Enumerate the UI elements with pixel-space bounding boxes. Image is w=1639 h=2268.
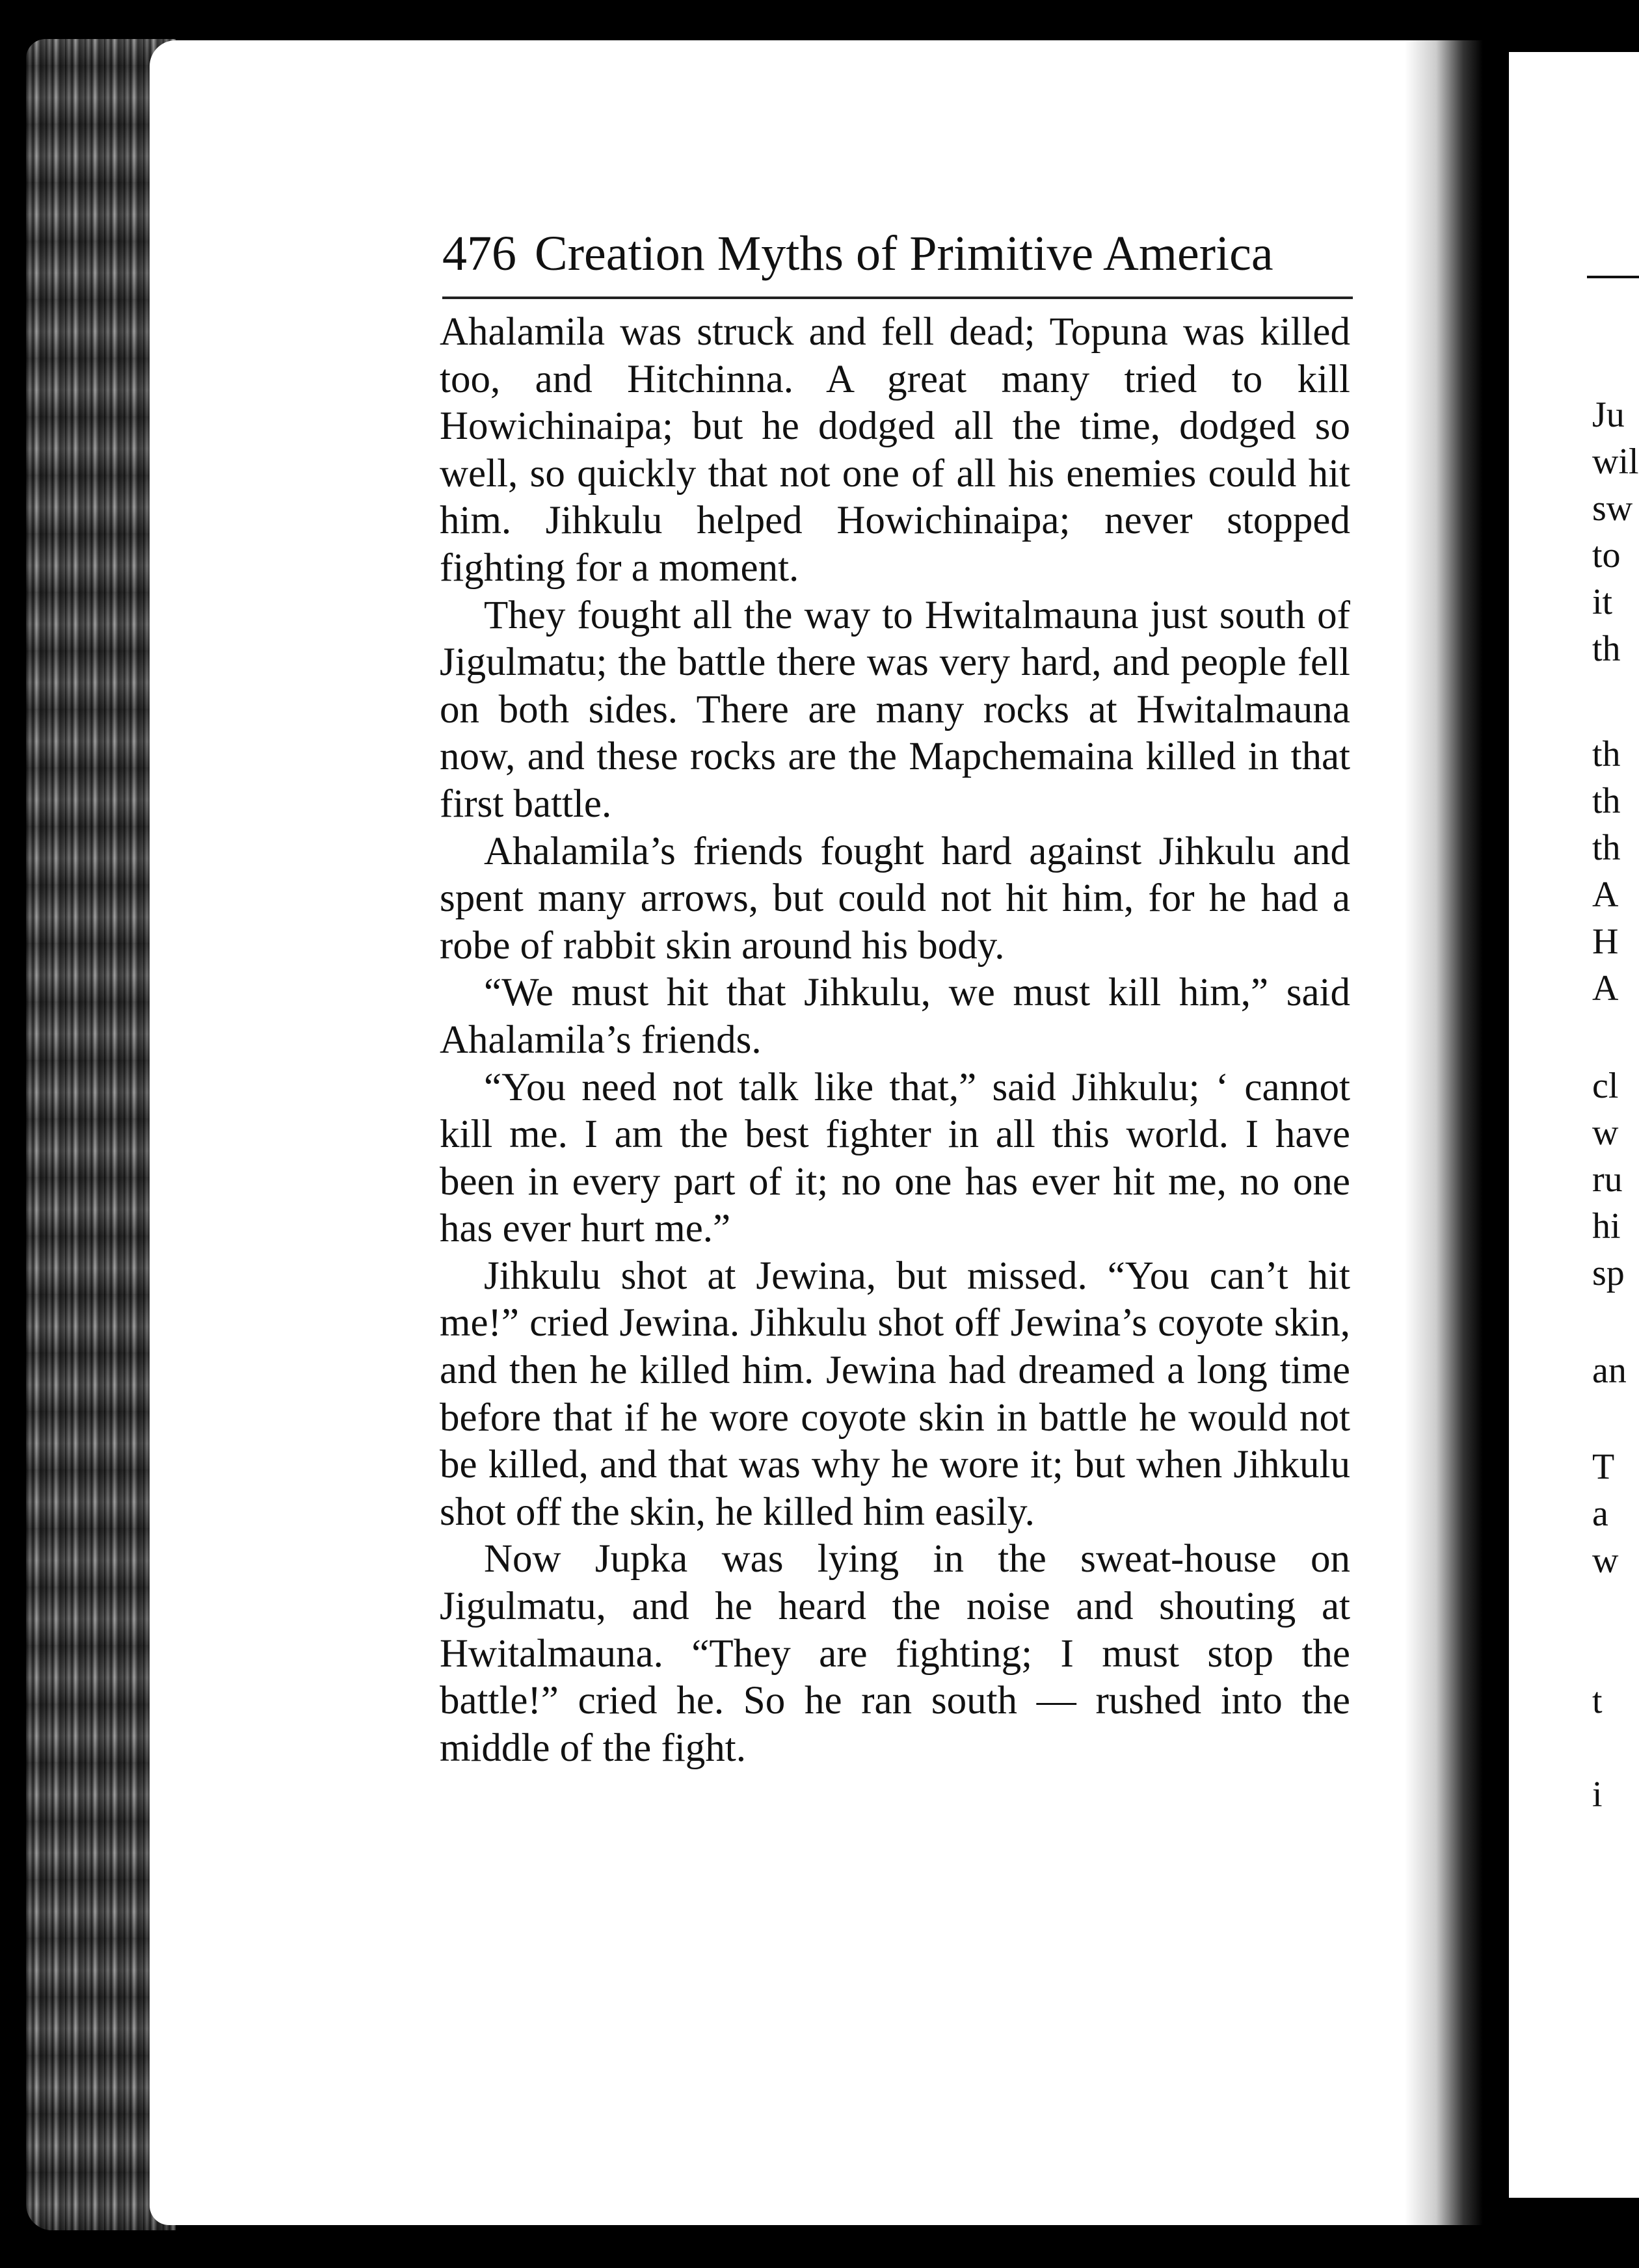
- facing-page-fragment: a: [1592, 1494, 1608, 1534]
- facing-page-fragment: sw: [1592, 488, 1633, 529]
- facing-page-fragment: w: [1592, 1540, 1619, 1581]
- facing-page-fragment: th: [1592, 629, 1621, 669]
- facing-page-fragment: t: [1592, 1681, 1603, 1721]
- facing-page-fragment: wil: [1592, 442, 1639, 482]
- running-title: Creation Myths of Primitive America: [535, 226, 1273, 281]
- paragraph: Ahalamila was struck and fell dead; Topuna was killed too, and Hitchinna. A great many tried to kill Howichinaipa; but he dodged all the time, dodged so well, so quickly that not one of all his enemies could hit him. Jihkulu helped Howichinaipa; never stopped fighting for a moment.: [440, 310, 1350, 590]
- facing-page-fragment: Ju: [1592, 395, 1625, 435]
- facing-page-fragment: cl: [1592, 1066, 1619, 1106]
- facing-page-fragment: th: [1592, 781, 1621, 821]
- facing-page-fragment: an: [1592, 1351, 1627, 1391]
- facing-page-fragment: hi: [1592, 1206, 1621, 1246]
- page-gutter-shadow: [1405, 40, 1483, 2225]
- facing-page-fragment: H: [1592, 921, 1619, 962]
- facing-page-fragment: A: [1592, 968, 1619, 1009]
- paragraph: Now Jupka was lying in the sweat-house on Jigulmatu, and he heard the noise and shouting at Hwitalmauna. “They are fighting; I must stop the battle!” cried he. So he ran south — rushed into the middle of the fight.: [440, 1537, 1350, 1770]
- header-rule: [442, 297, 1353, 299]
- facing-page: [1509, 52, 1639, 2198]
- paragraph: They fought all the way to Hwitalmauna just south of Jigulmatu; the battle there was very hard, and people fell on both sides. There are many rocks at Hwitalmauna now, and these rocks are the Mapchemaina killed in that first battle.: [440, 593, 1350, 826]
- paragraph: Jihkulu shot at Jewina, but missed. “You can’t hit me!” cried Jewina. Jihkulu shot off Jewina’s coyote skin, and then he killed him. Jewina had dreamed a long time before that if he wore coyote skin in battle he would not be killed, and that was why he wore it; but when Jihkulu shot off the skin, he killed him easily.: [440, 1254, 1350, 1534]
- facing-page-fragment: T: [1592, 1447, 1615, 1487]
- facing-page-fragment: sp: [1592, 1253, 1625, 1293]
- facing-page-fragment: i: [1592, 1774, 1603, 1815]
- paragraph: “You need not talk like that,” said Jihkulu; ‘ cannot kill me. I am the best fighter in all this world. I have been in every part of it; no one has ever hit me, no one has ever hurt me.”: [440, 1065, 1350, 1251]
- paragraph: “We must hit that Jihkulu, we must kill him,” said Ahalamila’s friends.: [440, 971, 1350, 1062]
- facing-page-fragment: ru: [1592, 1159, 1623, 1200]
- page-number: 476: [442, 226, 516, 281]
- facing-page-fragment: w: [1592, 1113, 1619, 1153]
- body-text: [440, 309, 1350, 1772]
- facing-page-header-rule: [1587, 276, 1639, 278]
- facing-page-fragment: A: [1592, 875, 1619, 915]
- facing-page-fragment: to: [1592, 535, 1621, 575]
- running-header: [442, 221, 1353, 286]
- facing-page-fragment: th: [1592, 828, 1621, 868]
- facing-page-fragment: it: [1592, 582, 1613, 622]
- paragraph: Ahalamila’s friends fought hard against Jihkulu and spent many arrows, but could not hit him, for he had a robe of rabbit skin around his body.: [440, 829, 1350, 968]
- facing-page-fragment: th: [1592, 734, 1621, 774]
